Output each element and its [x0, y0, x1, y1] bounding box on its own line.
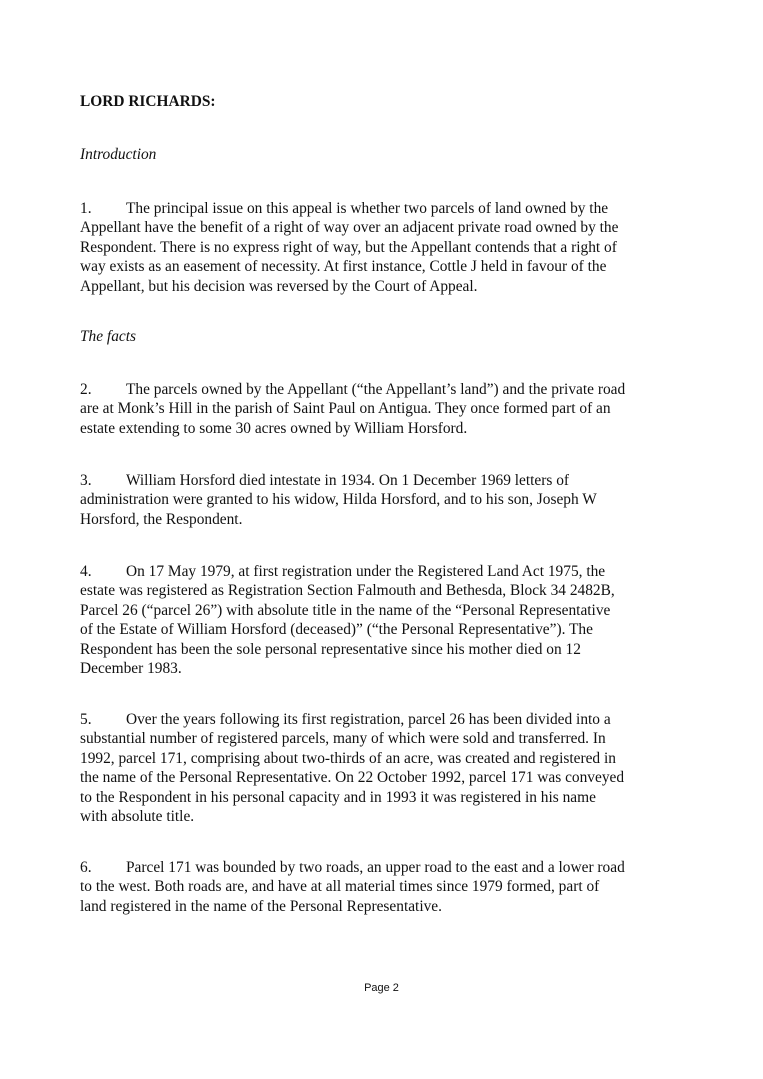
- paragraph-line: Over the years following its first registration, parcel 26 has been divided into a: [126, 711, 611, 728]
- paragraph-4: [80, 562, 682, 678]
- paragraph-line: administration were granted to his widow, Hilda Horsford, and to his son, Joseph W: [80, 491, 597, 509]
- paragraph-3: [80, 471, 682, 529]
- paragraph-line: Parcel 26 (“parcel 26”) with absolute title in the name of the “Personal Representative: [80, 601, 611, 619]
- paragraph-line: to the west. Both roads are, and have at all material times since 1979 formed, part of: [80, 878, 600, 896]
- paragraph-line: way exists as an easement of necessity. At first instance, Cottle J held in favour of the: [80, 258, 607, 276]
- paragraph-line: Respondent has been the sole personal representative since his mother died on 12: [80, 640, 581, 658]
- paragraph-line: William Horsford died intestate in 1934. On 1 December 1969 letters of: [126, 472, 570, 489]
- paragraph-line: Appellant, but his decision was reversed by the Court of Appeal.: [80, 277, 478, 295]
- paragraph-5: [80, 710, 682, 826]
- paragraph-line: estate was registered as Registration Section Falmouth and Bethesda, Block 34 2482B,: [80, 582, 615, 600]
- paragraph-line: the name of the Personal Representative. On 22 October 1992, parcel 171 was conveyed: [80, 769, 625, 787]
- judge-heading: LORD RICHARDS:: [80, 93, 216, 110]
- paragraph-number: 5.: [80, 711, 92, 728]
- paragraph-number: 1.: [80, 200, 92, 217]
- paragraph-line: to the Respondent in his personal capacity and in 1993 it was registered in his name: [80, 788, 596, 806]
- paragraph-number: 2.: [80, 381, 92, 398]
- paragraph-number: 6.: [80, 859, 92, 876]
- paragraph-number: 3.: [80, 472, 92, 489]
- paragraph-line: are at Monk’s Hill in the parish of Saint Paul on Antigua. They once formed part of an: [80, 400, 611, 418]
- page-number: Page 2: [364, 982, 399, 994]
- section-heading-introduction: Introduction: [80, 146, 157, 163]
- paragraph-line: The parcels owned by the Appellant (“the Appellant’s land”) and the private road: [126, 381, 626, 398]
- paragraph-line: Parcel 171 was bounded by two roads, an upper road to the east and a lower road: [126, 859, 625, 876]
- paragraph-line: Respondent. There is no express right of way, but the Appellant contends that a right of: [80, 238, 617, 256]
- paragraph-line: of the Estate of William Horsford (deceased)” (“the Personal Representative”). The: [80, 621, 593, 639]
- paragraph-number: 4.: [80, 563, 92, 580]
- paragraph-line: Appellant have the benefit of a right of way over an adjacent private road owned by the: [80, 219, 619, 237]
- paragraph-line: On 17 May 1979, at first registration under the Registered Land Act 1975, the: [126, 563, 606, 580]
- paragraph-line: estate extending to some 30 acres owned by William Horsford.: [80, 419, 468, 437]
- paragraph-line: December 1983.: [80, 660, 182, 678]
- paragraph-line: Horsford, the Respondent.: [80, 510, 243, 528]
- paragraph-line: with absolute title.: [80, 808, 195, 826]
- paragraph-1: [80, 199, 682, 296]
- paragraph-6: [80, 858, 682, 916]
- paragraph-line: The principal issue on this appeal is whether two parcels of land owned by the: [126, 200, 609, 217]
- section-heading-facts: The facts: [80, 328, 137, 345]
- paragraph-line: land registered in the name of the Personal Representative.: [80, 897, 442, 915]
- paragraph-line: 1992, parcel 171, comprising about two-thirds of an acre, was created and registered in: [80, 749, 616, 767]
- paragraph-2: [80, 380, 682, 438]
- paragraph-line: substantial number of registered parcels, many of which were sold and transferred. In: [80, 730, 606, 748]
